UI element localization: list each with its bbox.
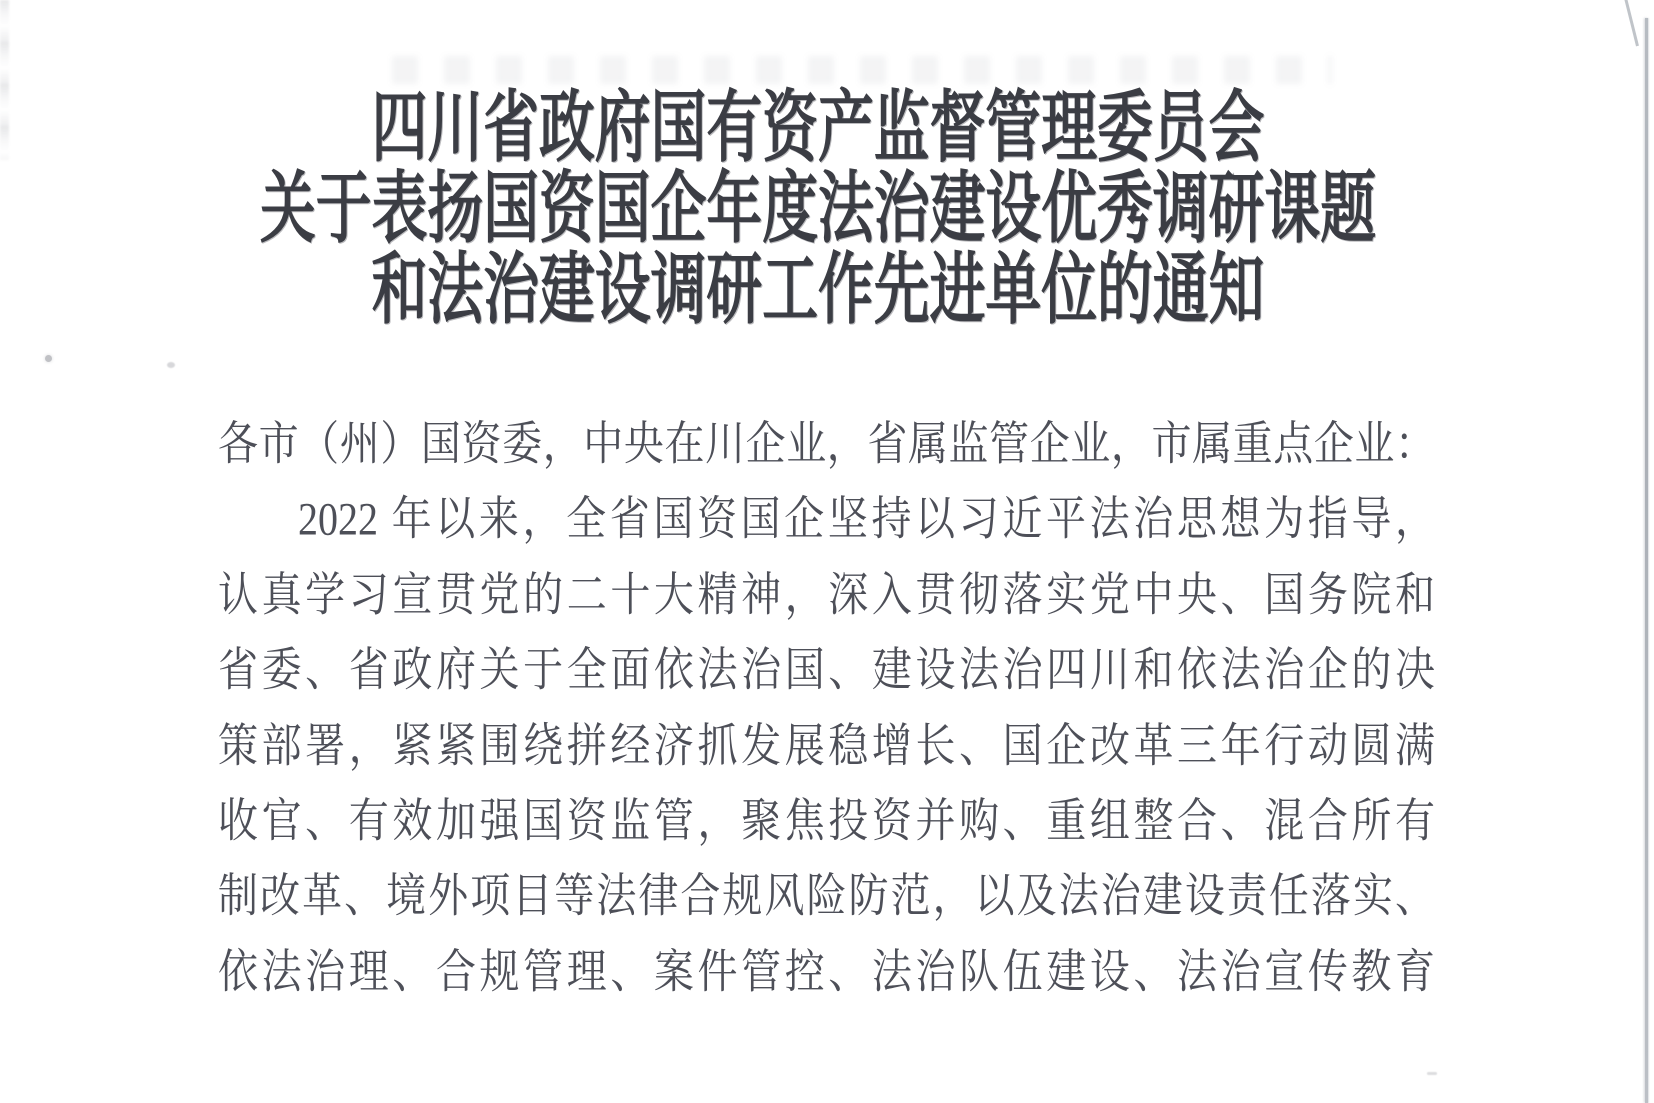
body-line: 制改革、境外项目等法律合规风险防范，以及法治建设责任落实、: [218, 869, 1435, 923]
body-line: 2022 年以来，全省国资国企坚持以习近平法治思想为指导，: [298, 492, 1435, 546]
scan-speck: [45, 355, 52, 362]
notice-body: [218, 406, 1435, 1009]
recipients-line: 各市（州）国资委，中央在川企业，省属监管企业，市属重点企业：: [218, 417, 1435, 470]
scan-page-edge-line-top: [1623, 0, 1638, 46]
body-line: 策部署，紧紧围绕拼经济抓发展稳增长、国企改革三年行动圆满: [218, 718, 1435, 772]
notice-title-line-2: 关于表扬国资国企年度法治建设优秀调研课题: [260, 165, 1376, 252]
notice-title-line-3: 和法治建设调研工作先进单位的通知: [371, 246, 1265, 333]
scan-page-edge-line: [1645, 18, 1648, 1103]
body-line: 省委、省政府关于全面依法治国、建设法治四川和依法治企的决: [218, 643, 1435, 696]
body-line: 收官、有效加强国资监管，聚焦投资并购、重组整合、混合所有: [218, 794, 1435, 847]
body-line: 认真学习宣贯党的二十大精神，深入贯彻落实党中央、国务院和: [218, 567, 1435, 621]
notice-title-line-1: 四川省政府国有资产监督管理委员会: [371, 84, 1265, 171]
scan-speck: [167, 362, 175, 368]
notice-title: [0, 84, 1636, 333]
scan-speck: [1427, 1072, 1437, 1075]
body-line: 依法治理、合规管理、案件管控、法治队伍建设、法治宣传教育: [218, 944, 1435, 998]
